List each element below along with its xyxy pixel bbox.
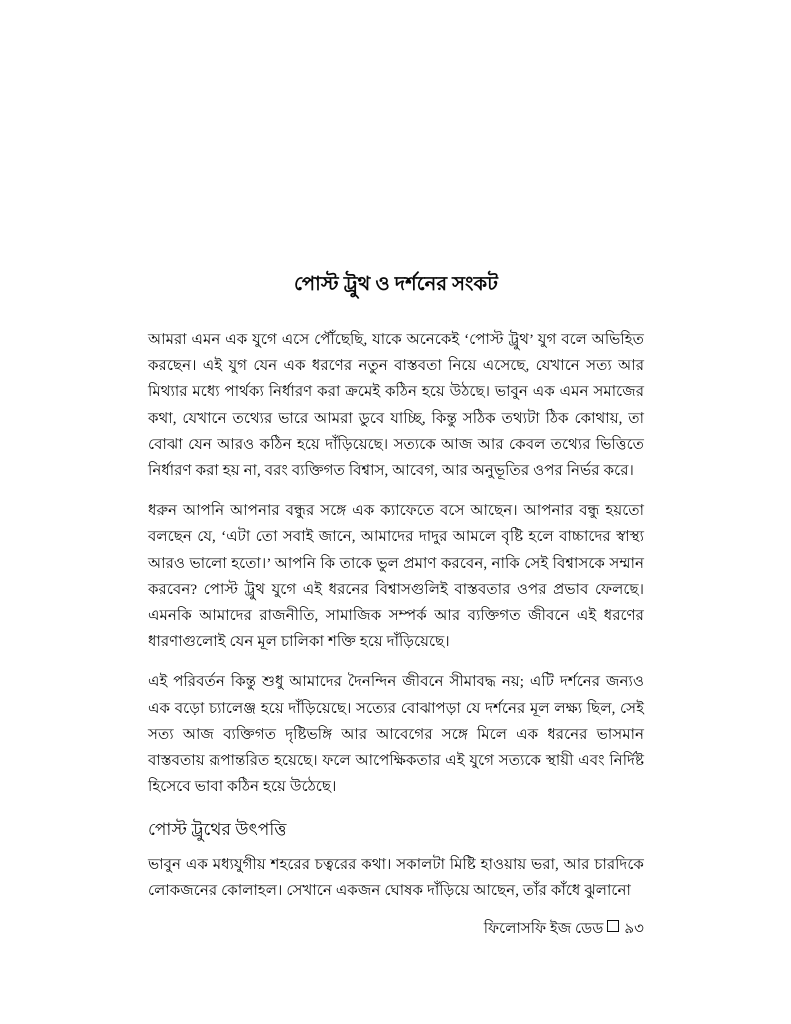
body-paragraph: ভাবুন এক মধ্যযুগীয় শহরের চত্বরের কথা। সকালটা মিষ্টি হাওয়ায় ভরা, আর চারদিকে লোকজনের কোলাহল। সেখানে একজন ঘোষক দাঁড়িয়ে আছেন, তাঁর কাঁধে ঝুলানো: [148, 857, 644, 900]
section-heading: পোস্ট ট্রুথের উৎপত্তি: [148, 820, 287, 840]
footer-book-title: ফিলোসফি ইজ ডেড: [483, 921, 604, 937]
page-number: ৯৩: [624, 921, 644, 937]
body-paragraph: এই পরিবর্তন কিন্তু শুধু আমাদের দৈনন্দিন জীবনে সীমাবদ্ধ নয়; এটি দর্শনের জন্যও এক বড়ো চ্যালেঞ্জ হয়ে দাঁড়িয়েছে। সত্যের বোঝাপড়া যে দর্শনের মূল লক্ষ্য ছিল, সেই সত্য আজ ব্যক্তিগত দৃষ্টিভঙ্গি আর আবেগের সঙ্গে মিলে এক ধরনের ভাসমান বাস্তবতায় রূপান্তরিত হয়েছে। ফলে আপেক্ষিকতার এই যুগে সত্যকে স্থায়ী এবং নির্দিষ্ট হিসেবে ভাবা কঠিন হয়ে উঠেছে।: [148, 674, 644, 796]
chapter-title: পোস্ট ট্রুথ ও দর্শনের সংকট: [294, 274, 498, 296]
page-content-column: [148, 0, 644, 1024]
body-text-block: [148, 327, 644, 905]
body-paragraph: আমরা এমন এক যুগে এসে পৌঁছেছি, যাকে অনেকেই ‘পোস্ট ট্রুথ’ যুগ বলে অভিহিত করছেন। এই যুগ যেন এক ধরণের নতুন বাস্তবতা নিয়ে এসেছে, যেখানে সত্য আর মিথ্যার মধ্যে পার্থক্য নির্ধারণ করা ক্রমেই কঠিন হয়ে উঠছে। ভাবুন এক এমন সমাজের কথা, যেখানে তথ্যের ভারে আমরা ডুবে যাচ্ছি, কিন্তু সঠিক তথ্যটা ঠিক কোথায়, তা বোঝা যেন আরও কঠিন হয়ে দাঁড়িয়েছে। সত্যকে আজ আর কেবল তথ্যের ভিত্তিতে নির্ধারণ করা হয় না, বরং ব্যক্তিগত বিশ্বাস, আবেগ, আর অনুভূতির ওপর নির্ভর করে।: [148, 332, 644, 480]
square-box-glyph-icon: [607, 920, 619, 932]
body-paragraph: ধরুন আপনি আপনার বন্ধুর সঙ্গে এক ক্যাফেতে বসে আছেন। আপনার বন্ধু হয়তো বলছেন যে, ‘এটা তো সবাই জানে, আমাদের দাদুর আমলে বৃষ্টি হলে বাচ্চাদের স্বাস্থ্য আরও ভালো হতো।’ আপনি কি তাকে ভুল প্রমাণ করবেন, নাকি সেই বিশ্বাসকে সম্মান করবেন? পোস্ট ট্রুথ যুগে এই ধরনের বিশ্বাসগুলিই বাস্তবতার ওপর প্রভাব ফেলছে। এমনকি আমাদের রাজনীতি, সামাজিক সম্পর্ক আর ব্যক্তিগত জীবনে এই ধরণের ধারণাগুলোই যেন মূল চালিকা শক্তি হয়ে দাঁড়িয়েছে।: [148, 503, 644, 651]
page-footer: [148, 918, 644, 940]
